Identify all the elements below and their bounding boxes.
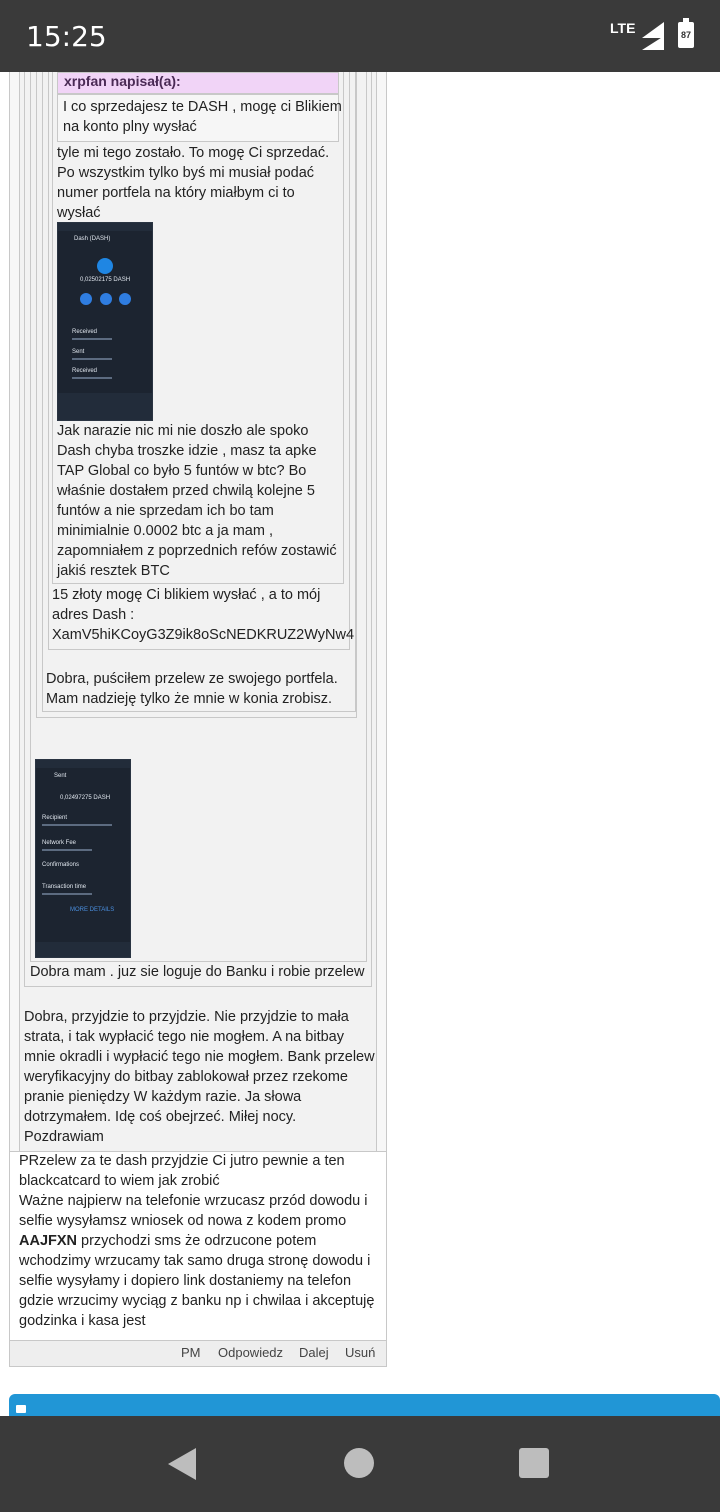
send-icon: [80, 293, 92, 305]
back-icon[interactable]: [168, 1448, 196, 1480]
quote-author: xrpfan napisał(a):: [64, 73, 181, 89]
reply-text: PRzelew za te dash przyjdzie Ci jutro pewnie a ten blackcatcard to wiem jak zrobić Ważne najpierw na telefonie wrzucasz przód dowodu i selfie wysyłamsz wniosek od nowa z kodem promo AAJFXN przychodzi sms że odrzucone potem wchodzimy wrzucamy tak samo druga stronę dowodu i selfie wysyłamy i dopiero link dostaniemy na telefon gdzie wrzucimy wyciąg z banku np i chwilaa i akceptuję godzinka i kasa jest: [19, 1153, 375, 1329]
reply-link[interactable]: Odpowiedz: [218, 1345, 284, 1360]
recent-apps-icon[interactable]: [519, 1448, 549, 1478]
post-actions: [9, 1340, 387, 1367]
inbox-icon: [16, 1405, 26, 1413]
quote-text: I co sprzedajesz te DASH , mogę ci Blikiem na konto plny wysłać: [63, 99, 342, 135]
home-icon[interactable]: [344, 1448, 374, 1478]
post-text-1: tyle mi tego zostało. To mogę Ci sprzedać. Po wszystkim tylko byś mi musiał podać numer portfela na który miałbym ci to wysłać: [57, 145, 330, 221]
post-text-5: Dobra mam . juz sie loguje do Banku i robie przelew: [30, 964, 365, 980]
next-post-header: [9, 1394, 720, 1416]
status-bar: [0, 0, 720, 72]
battery-level: 87: [680, 30, 691, 40]
post-text-2: Jak narazie nic mi nie doszło ale spoko Dash chyba troszke idzie , masz ta apke TAP Global co było 5 funtów w btc? Bo właśnie dostałem przed chwilą kolejne 5 funtów a nie sprzedam ich bo tam minimialnie 0.0002 btc a ja mam , zapomniałem z poprzednich refów zostawić jakiś resztek BTC: [57, 423, 337, 579]
screenshot-balance: 0,02502175 DASH: [80, 277, 131, 283]
scan-icon: [119, 293, 131, 305]
next-link[interactable]: Dalej: [299, 1345, 329, 1360]
navigation-bar: [0, 1416, 720, 1512]
receive-icon: [100, 293, 112, 305]
screenshot-amount: 0,02497275 DASH: [60, 795, 111, 801]
sent-transaction-screenshot[interactable]: Sent 0,02497275 DASH Recipient Network Fee Confirmations Transaction time MORE DETAILS: [35, 759, 131, 958]
dash-logo-icon: [97, 258, 113, 274]
post-text-6: Dobra, przyjdzie to przyjdzie. Nie przyjdzie to mała strata, i tak wypłacić tego nie mogłem. A na bitbay mnie okradli i wypłacić tego nie mogłem. Bank przelew weryfikacyjny do bitbay zablokował przez rzekome pranie pieniędzy W każdym razie. Ja słowa dotrzymałem. Idę coś obejrzeć. Miłej nocy. Pozdrawiam: [24, 1009, 375, 1145]
delete-link[interactable]: Usuń: [345, 1345, 376, 1360]
promo-code: AAJFXN: [19, 1233, 78, 1249]
dash-wallet-screenshot[interactable]: Dash (DASH) 0,02502175 DASH Received Sent Received: [57, 222, 153, 421]
battery-icon: [678, 22, 694, 48]
screenshot-title: Dash (DASH): [74, 236, 111, 242]
post-text-3: 15 złoty mogę Ci blikiem wysłać , a to mój adres Dash : XamV5hiKCoyG3Z9ik8oScNEDKRUZ2WyNw4: [52, 587, 355, 643]
screenshot-title: Sent: [54, 773, 67, 779]
network-type: LTE: [610, 20, 636, 36]
quote-author-header: [57, 72, 339, 94]
post-text-4: Dobra, puściłem przelew ze swojego portfela. Mam nadzieję tylko że mnie w konia zrobisz.: [46, 671, 338, 707]
status-time: 15:25: [26, 20, 107, 53]
forum-thread: [0, 72, 720, 1416]
pm-link[interactable]: PM: [181, 1345, 201, 1360]
